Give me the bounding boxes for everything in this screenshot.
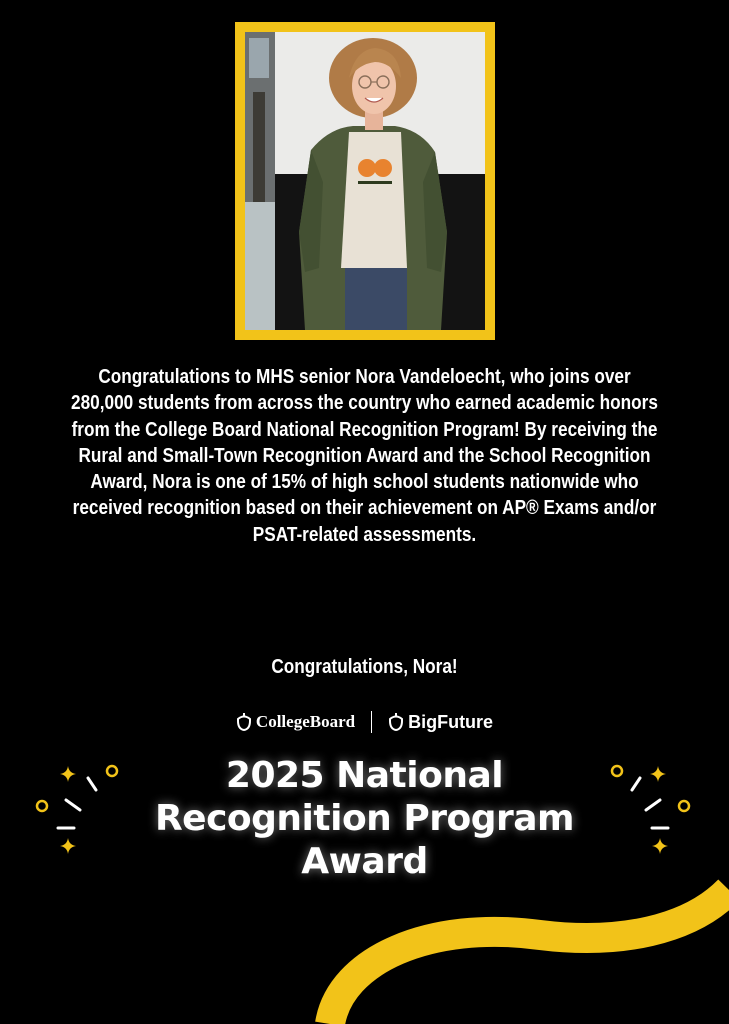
title-line-3: Award <box>301 841 428 882</box>
title-line-2: Recognition Program <box>154 798 575 839</box>
collegeboard-text: CollegeBoard <box>255 712 356 731</box>
title-line-1: 2025 National <box>225 755 504 796</box>
message-body: Congratulations to MHS senior Nora Vandeloecht, who joins over 280,000 students from across the country who earned academic honors from the College Board National Recognition Program! By receiving the Rural and Small-Town Recognition Award and the School Recognition Award, Nora is one of 15% of high school students nationwide who received recognition based on their achievement on AP® Exams and/or PSAT-related assessments. <box>71 366 658 546</box>
bigfuture-text: BigFuture <box>408 711 494 732</box>
closing-line: Congratulations, Nora! <box>271 656 458 678</box>
